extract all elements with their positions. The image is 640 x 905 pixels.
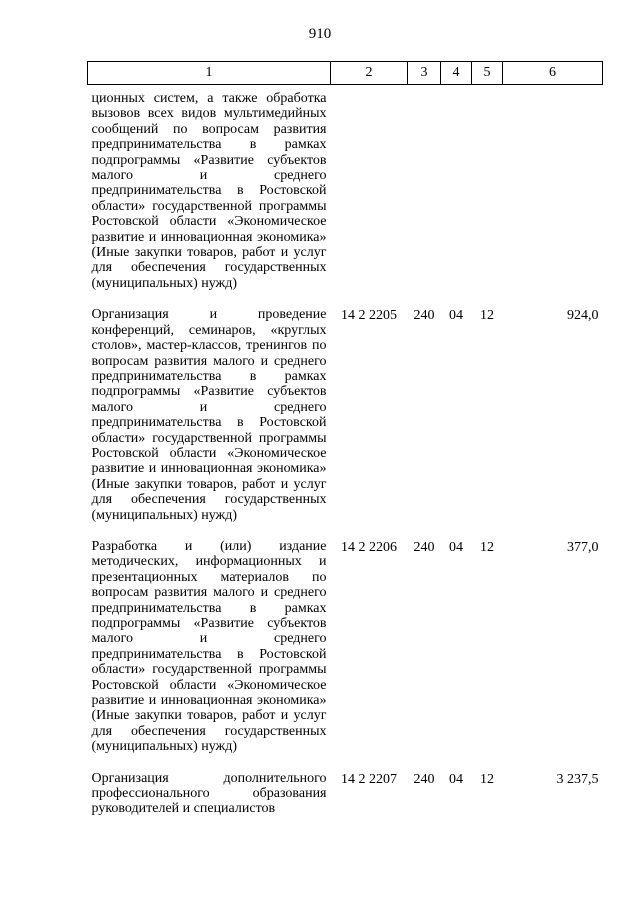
column-header-2: 2 bbox=[331, 62, 408, 85]
table-row bbox=[88, 305, 603, 537]
row-name-cell: ционных систем, а также обработка вызовов всех видов мультимедийных сообщений по вопросам развития предпринимательства в рамках подпрограммы «Развитие субъектов малого и среднего предпринимательства в Ростовской области» государственной программы Ростовской области «Экономическое развитие и инновационная экономика» (Иные закупки товаров, работ и услуг для обеспечения государственных (муниципальных) нужд) bbox=[91, 91, 327, 291]
row-pr-cell bbox=[472, 85, 503, 306]
column-header-4: 4 bbox=[441, 62, 472, 85]
table-row bbox=[88, 537, 603, 769]
page-number: 910 bbox=[308, 26, 332, 42]
row-rz-cell: 04 bbox=[449, 771, 463, 787]
column-header-6: 6 bbox=[503, 62, 603, 85]
row-pr-cell: 12 bbox=[480, 539, 494, 555]
row-rz-cell: 04 bbox=[449, 539, 463, 555]
row-pr-cell: 12 bbox=[480, 308, 494, 324]
row-rz-cell: 04 bbox=[449, 308, 463, 324]
budget-table bbox=[87, 61, 603, 831]
row-sum-cell: 924,0 bbox=[567, 308, 599, 324]
row-csr-cell: 14 2 2205 bbox=[341, 308, 397, 324]
row-csr-cell bbox=[331, 85, 408, 306]
row-csr-cell: 14 2 2206 bbox=[341, 539, 397, 555]
row-vr-cell bbox=[408, 85, 441, 306]
row-sum-cell bbox=[503, 85, 603, 306]
row-name-cell: Организация и проведение конференций, семинаров, «круглых столов», мастер-классов, тренингов по вопросам развития малого и среднего предпринимательства в рамках подпрограммы «Развитие субъектов малого и среднего предпринимательства в Ростовской области» государственной программы Ростовской области «Экономическое развитие и инновационная экономика» (Иные закупки товаров, работ и услуг для обеспечения государственных (муниципальных) нужд) bbox=[91, 307, 327, 523]
table-row bbox=[88, 769, 603, 831]
row-csr-cell: 14 2 2207 bbox=[341, 771, 397, 787]
row-vr-cell: 240 bbox=[413, 539, 435, 555]
row-name-cell: Организация дополнительного профессионального образования руководителей и специалистов bbox=[91, 770, 327, 817]
column-header-3: 3 bbox=[408, 62, 441, 85]
row-sum-cell: 377,0 bbox=[567, 539, 599, 555]
row-rz-cell bbox=[441, 85, 472, 306]
row-pr-cell: 12 bbox=[480, 771, 494, 787]
row-vr-cell: 240 bbox=[413, 771, 435, 787]
column-header-5: 5 bbox=[472, 62, 503, 85]
column-header-1: 1 bbox=[88, 62, 331, 85]
row-vr-cell: 240 bbox=[413, 308, 435, 324]
row-name-cell: Разработка и (или) издание методических, информационных и презентационных материалов по вопросам развития малого и среднего предпринимательства в рамках подпрограммы «Развитие субъектов малого и среднего предпринимательства в Ростовской области» государственной программы Ростовской области «Экономическое развитие и инновационная экономика» (Иные закупки товаров, работ и услуг для обеспечения государственных (муниципальных) нужд) bbox=[91, 538, 327, 755]
table-row bbox=[88, 85, 603, 306]
row-sum-cell: 3 237,5 bbox=[556, 771, 599, 787]
table-header-row bbox=[88, 62, 603, 85]
